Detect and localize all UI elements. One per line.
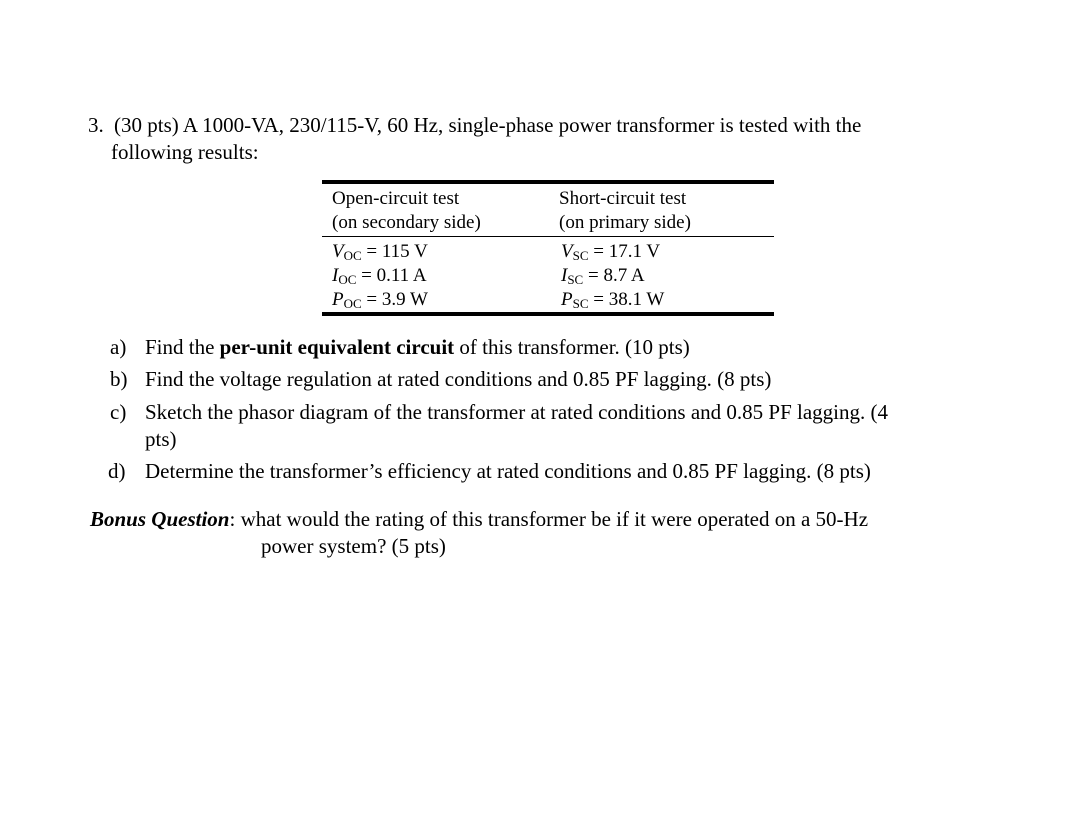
table-top-rule (322, 180, 774, 184)
part-d-label: d) (108, 459, 126, 483)
part-c-text-line1: Sketch the phasor diagram of the transformer at rated conditions and 0.85 PF lagging. (4 (145, 400, 888, 424)
sc-current: $I_{SC} = 8.7$ A (561, 265, 645, 287)
bonus-question-line1: Bonus Question: what would the rating of this transformer be if it were operated on a 50-Hz (90, 507, 869, 531)
part-a-text: Find the per-unit equivalent circuit of this transformer. (10 pts) (145, 335, 690, 359)
problem-statement-line1: (30 pts) A 1000-VA, 230/115-V, 60 Hz, single-phase power transformer is tested with the (114, 113, 862, 137)
part-b-text: Find the voltage regulation at rated conditions and 0.85 PF lagging. (8 pts) (145, 367, 772, 391)
oc-power: $P_{OC} = 3.9$ W (332, 289, 428, 311)
oc-current: $I_{OC} = 0.11$ A (332, 265, 427, 287)
sc-voltage: $V_{SC} = 17.1$ V (561, 241, 661, 263)
problem-statement-line2: following results: (111, 140, 259, 164)
table-header-rule (322, 236, 774, 237)
table-bottom-rule (322, 312, 774, 316)
bonus-question-line2: power system? (5 pts) (261, 534, 446, 558)
sc-header: Short-circuit test (559, 188, 687, 209)
part-b-label: b) (110, 367, 128, 391)
sc-side: (on primary side) (559, 212, 691, 233)
part-a-label: a) (110, 335, 127, 359)
part-c-label: c) (110, 400, 127, 424)
part-c-text-line2: pts) (145, 427, 177, 451)
problem-number: 3. (88, 113, 104, 137)
part-d-text: Determine the transformer’s efficiency at rated conditions and 0.85 PF lagging. (8 pts) (145, 459, 871, 483)
oc-voltage: $V_{OC} = 115$ V (332, 241, 428, 263)
oc-header: Open-circuit test (332, 188, 460, 209)
sc-power: $P_{SC} = 38.1$ W (561, 289, 665, 311)
oc-side: (on secondary side) (332, 212, 481, 233)
